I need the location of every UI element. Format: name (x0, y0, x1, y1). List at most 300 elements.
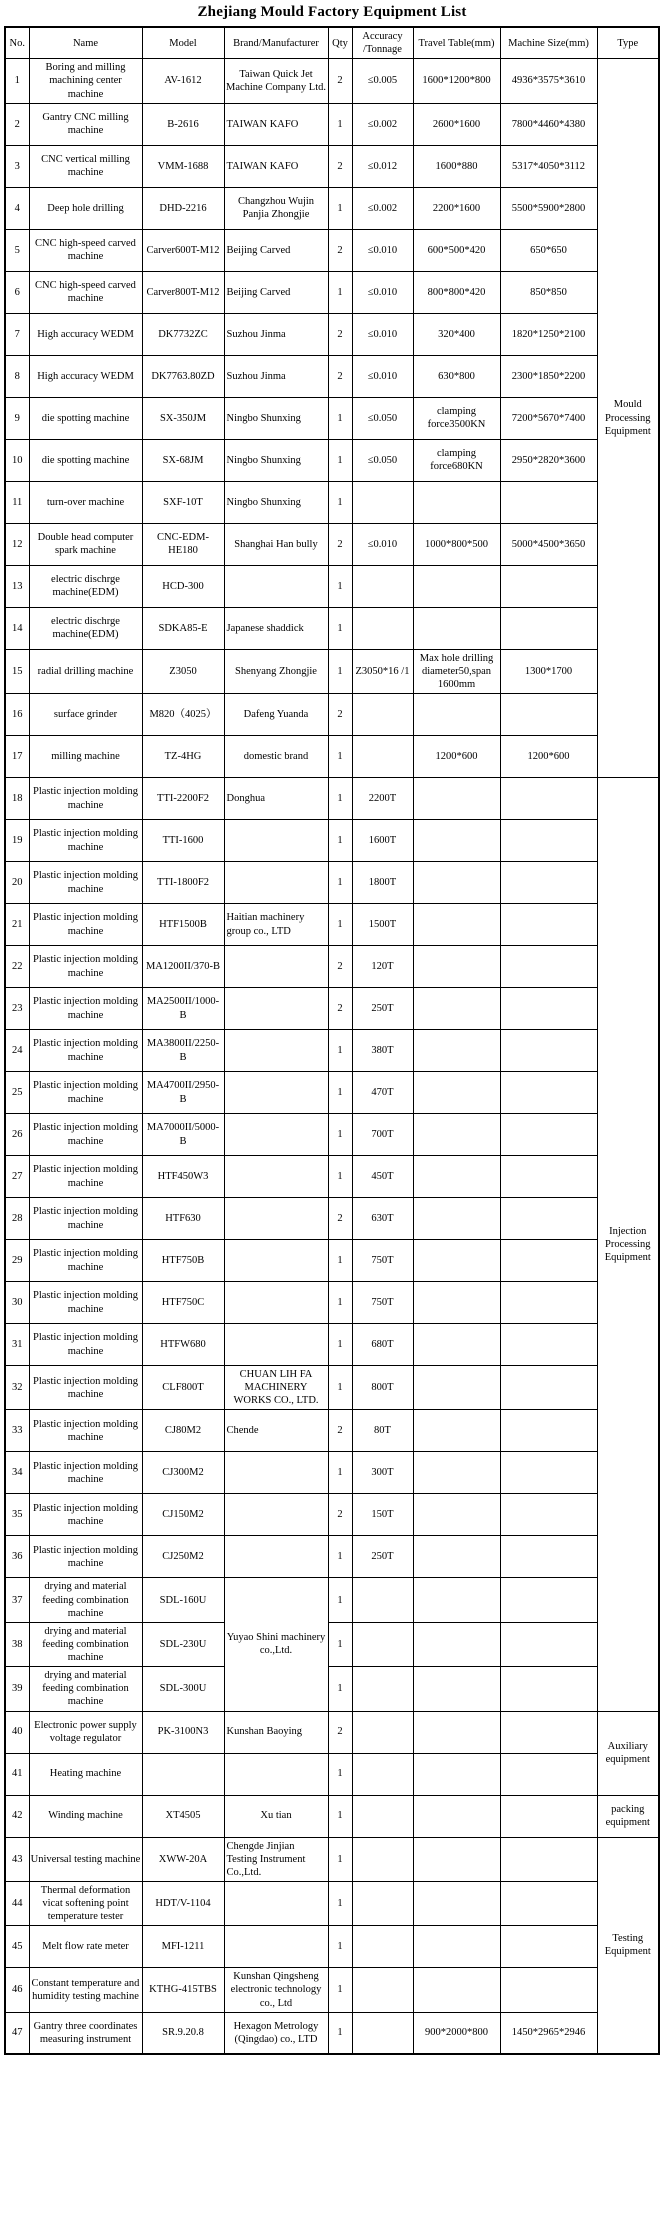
cell-accuracy (352, 1753, 413, 1795)
table-row (5, 565, 659, 607)
table-row (5, 988, 659, 1030)
cell-no: 26 (5, 1114, 29, 1156)
cell-name: Plastic injection molding machine (29, 988, 142, 1030)
cell-model: CJ150M2 (142, 1494, 224, 1536)
cell-model: XT4505 (142, 1795, 224, 1837)
cell-no: 20 (5, 862, 29, 904)
cell-brand (224, 1324, 328, 1366)
cell-size (500, 1324, 597, 1366)
cell-no: 47 (5, 2012, 29, 2054)
cell-model: Z3050 (142, 649, 224, 693)
cell-model: TTI-1800F2 (142, 862, 224, 904)
cell-travel (413, 1578, 500, 1622)
cell-model: TTI-1600 (142, 820, 224, 862)
cell-qty: 1 (328, 1837, 352, 1881)
cell-qty: 1 (328, 103, 352, 145)
cell-name: Plastic injection molding machine (29, 1072, 142, 1114)
cell-accuracy: 250T (352, 988, 413, 1030)
cell-model: HTF450W3 (142, 1156, 224, 1198)
cell-no: 41 (5, 1753, 29, 1795)
cell-model: CJ300M2 (142, 1452, 224, 1494)
cell-qty: 2 (328, 229, 352, 271)
table-row (5, 1536, 659, 1578)
cell-model: KTHG-415TBS (142, 1968, 224, 2012)
cell-brand: Ningbo Shunxing (224, 397, 328, 439)
cell-accuracy: ≤0.002 (352, 103, 413, 145)
cell-name: die spotting machine (29, 397, 142, 439)
cell-type: packing equipment (597, 1795, 659, 1837)
cell-size (500, 1837, 597, 1881)
cell-model: CNC-EDM-HE180 (142, 523, 224, 565)
cell-no: 23 (5, 988, 29, 1030)
cell-accuracy: 700T (352, 1114, 413, 1156)
table-row (5, 397, 659, 439)
cell-size: 1200*600 (500, 736, 597, 778)
cell-no: 16 (5, 694, 29, 736)
table-row (5, 439, 659, 481)
cell-travel (413, 1622, 500, 1666)
cell-travel (413, 1667, 500, 1711)
cell-qty: 1 (328, 187, 352, 229)
cell-no: 22 (5, 946, 29, 988)
cell-qty: 1 (328, 1452, 352, 1494)
cell-travel: 800*800*420 (413, 271, 500, 313)
table-row (5, 1926, 659, 1968)
cell-brand: Ningbo Shunxing (224, 439, 328, 481)
cell-accuracy: ≤0.010 (352, 271, 413, 313)
cell-model: SDKA85-E (142, 607, 224, 649)
cell-name: CNC high-speed carved machine (29, 229, 142, 271)
cell-no: 15 (5, 649, 29, 693)
cell-size (500, 1156, 597, 1198)
table-row (5, 1366, 659, 1410)
cell-travel: 900*2000*800 (413, 2012, 500, 2054)
cell-accuracy (352, 481, 413, 523)
cell-size: 7800*4460*4380 (500, 103, 597, 145)
cell-model: MA1200II/370-B (142, 946, 224, 988)
cell-no: 31 (5, 1324, 29, 1366)
cell-brand: Ningbo Shunxing (224, 481, 328, 523)
cell-travel: 1600*1200*800 (413, 59, 500, 103)
cell-no: 10 (5, 439, 29, 481)
cell-model: MA7000II/5000-B (142, 1114, 224, 1156)
table-row (5, 1282, 659, 1324)
cell-brand: Donghua (224, 778, 328, 820)
cell-no: 4 (5, 187, 29, 229)
cell-no: 43 (5, 1837, 29, 1881)
cell-brand (224, 1030, 328, 1072)
column-header: Model (142, 27, 224, 59)
table-row (5, 1711, 659, 1753)
cell-name: Heating machine (29, 1753, 142, 1795)
cell-model: MA3800II/2250-B (142, 1030, 224, 1072)
cell-accuracy (352, 1837, 413, 1881)
cell-size (500, 1795, 597, 1837)
cell-brand: domestic brand (224, 736, 328, 778)
cell-accuracy: 470T (352, 1072, 413, 1114)
cell-no: 12 (5, 523, 29, 565)
cell-name: Double head computer spark machine (29, 523, 142, 565)
cell-travel (413, 1156, 500, 1198)
cell-name: Plastic injection molding machine (29, 1494, 142, 1536)
cell-qty: 1 (328, 1926, 352, 1968)
cell-travel (413, 607, 500, 649)
cell-brand: Changzhou Wujin Panjia Zhongjie (224, 187, 328, 229)
cell-no: 13 (5, 565, 29, 607)
cell-model: TZ-4HG (142, 736, 224, 778)
cell-travel: 1000*800*500 (413, 523, 500, 565)
cell-qty: 1 (328, 1324, 352, 1366)
cell-travel: clamping force680KN (413, 439, 500, 481)
table-row (5, 1667, 659, 1711)
cell-accuracy (352, 1968, 413, 2012)
cell-travel (413, 1711, 500, 1753)
cell-qty: 1 (328, 1578, 352, 1622)
cell-qty: 1 (328, 1156, 352, 1198)
cell-accuracy: ≤0.050 (352, 397, 413, 439)
cell-brand: Haitian machinery group co., LTD (224, 904, 328, 946)
cell-name: Plastic injection molding machine (29, 1324, 142, 1366)
cell-model: SX-68JM (142, 439, 224, 481)
cell-brand: Hexagon Metrology (Qingdao) co., LTD (224, 2012, 328, 2054)
cell-travel (413, 1410, 500, 1452)
cell-no: 44 (5, 1881, 29, 1925)
cell-travel (413, 820, 500, 862)
cell-qty: 1 (328, 862, 352, 904)
cell-brand (224, 1240, 328, 1282)
cell-qty: 1 (328, 2012, 352, 2054)
cell-qty: 2 (328, 1198, 352, 1240)
cell-travel: 1600*880 (413, 145, 500, 187)
cell-qty: 2 (328, 988, 352, 1030)
cell-model: HTF750B (142, 1240, 224, 1282)
cell-name: Boring and milling machining center machine (29, 59, 142, 103)
cell-name: Plastic injection molding machine (29, 1030, 142, 1072)
cell-size: 1450*2965*2946 (500, 2012, 597, 2054)
cell-travel (413, 1198, 500, 1240)
table-row (5, 1324, 659, 1366)
cell-size: 4936*3575*3610 (500, 59, 597, 103)
table-row (5, 187, 659, 229)
cell-travel (413, 1240, 500, 1282)
cell-name: Plastic injection molding machine (29, 1452, 142, 1494)
column-header: Qty (328, 27, 352, 59)
cell-accuracy: 800T (352, 1366, 413, 1410)
cell-model: DK7763.80ZD (142, 355, 224, 397)
cell-model: CJ80M2 (142, 1410, 224, 1452)
cell-name: radial drilling machine (29, 649, 142, 693)
cell-accuracy: ≤0.010 (352, 313, 413, 355)
cell-travel (413, 1114, 500, 1156)
cell-size (500, 1030, 597, 1072)
cell-accuracy: 80T (352, 1410, 413, 1452)
cell-brand (224, 820, 328, 862)
cell-no: 1 (5, 59, 29, 103)
cell-size (500, 1282, 597, 1324)
cell-travel (413, 862, 500, 904)
cell-name: Plastic injection molding machine (29, 1198, 142, 1240)
cell-brand (224, 565, 328, 607)
cell-name: electric dischrge machine(EDM) (29, 565, 142, 607)
cell-size (500, 1366, 597, 1410)
cell-accuracy (352, 1622, 413, 1666)
cell-model: HTF750C (142, 1282, 224, 1324)
cell-no: 6 (5, 271, 29, 313)
cell-size (500, 607, 597, 649)
cell-name: Plastic injection molding machine (29, 946, 142, 988)
cell-travel: 1200*600 (413, 736, 500, 778)
cell-size (500, 946, 597, 988)
cell-accuracy: ≤0.010 (352, 523, 413, 565)
cell-brand: Taiwan Quick Jet Machine Company Ltd. (224, 59, 328, 103)
cell-size (500, 820, 597, 862)
cell-qty: 1 (328, 1536, 352, 1578)
table-row (5, 820, 659, 862)
cell-accuracy: 630T (352, 1198, 413, 1240)
cell-name: Gantry CNC milling machine (29, 103, 142, 145)
cell-accuracy: 1500T (352, 904, 413, 946)
table-row (5, 1622, 659, 1666)
cell-no: 21 (5, 904, 29, 946)
cell-brand: Xu tian (224, 1795, 328, 1837)
cell-travel (413, 1366, 500, 1410)
cell-no: 8 (5, 355, 29, 397)
cell-accuracy: 680T (352, 1324, 413, 1366)
cell-qty: 1 (328, 1240, 352, 1282)
cell-no: 40 (5, 1711, 29, 1753)
cell-travel (413, 1837, 500, 1881)
table-row (5, 1410, 659, 1452)
cell-accuracy: ≤0.005 (352, 59, 413, 103)
cell-no: 42 (5, 1795, 29, 1837)
page-title: Zhejiang Mould Factory Equipment List (197, 4, 467, 20)
cell-brand (224, 1926, 328, 1968)
column-header: Machine Size(mm) (500, 27, 597, 59)
column-header: No. (5, 27, 29, 59)
cell-accuracy: ≤0.010 (352, 355, 413, 397)
cell-brand: Beijing Carved (224, 229, 328, 271)
cell-qty: 1 (328, 1366, 352, 1410)
cell-model: SDL-160U (142, 1578, 224, 1622)
cell-model: MA4700II/2950-B (142, 1072, 224, 1114)
cell-name: drying and material feeding combination machine (29, 1578, 142, 1622)
cell-accuracy (352, 736, 413, 778)
cell-travel: 2600*1600 (413, 103, 500, 145)
cell-name: milling machine (29, 736, 142, 778)
equipment-table-body (5, 59, 659, 2054)
cell-no: 11 (5, 481, 29, 523)
cell-name: Winding machine (29, 1795, 142, 1837)
cell-accuracy: ≤0.002 (352, 187, 413, 229)
cell-size: 5500*5900*2800 (500, 187, 597, 229)
cell-model: CLF800T (142, 1366, 224, 1410)
cell-brand (224, 1494, 328, 1536)
cell-size (500, 988, 597, 1030)
cell-accuracy (352, 1926, 413, 1968)
table-row (5, 1156, 659, 1198)
cell-model: TTI-2200F2 (142, 778, 224, 820)
table-row (5, 649, 659, 693)
cell-qty: 1 (328, 778, 352, 820)
cell-model: HCD-300 (142, 565, 224, 607)
cell-model: PK-3100N3 (142, 1711, 224, 1753)
cell-model: Carver800T-M12 (142, 271, 224, 313)
cell-qty: 1 (328, 1622, 352, 1666)
cell-accuracy: Z3050*16 /1 (352, 649, 413, 693)
table-row (5, 59, 659, 103)
table-row (5, 1578, 659, 1622)
cell-brand (224, 946, 328, 988)
cell-qty: 2 (328, 1711, 352, 1753)
cell-model: MFI-1211 (142, 1926, 224, 1968)
cell-brand: Yuyao Shini machinery co.,Ltd. (224, 1578, 328, 1711)
cell-no: 17 (5, 736, 29, 778)
cell-size (500, 1881, 597, 1925)
cell-accuracy: ≤0.012 (352, 145, 413, 187)
cell-qty: 1 (328, 649, 352, 693)
cell-type: Auxiliary equipment (597, 1711, 659, 1795)
cell-travel (413, 694, 500, 736)
cell-name: Plastic injection molding machine (29, 904, 142, 946)
cell-type: Mould Processing Equipment (597, 59, 659, 778)
cell-brand: Beijing Carved (224, 271, 328, 313)
cell-size: 650*650 (500, 229, 597, 271)
cell-no: 7 (5, 313, 29, 355)
cell-brand: TAIWAN KAFO (224, 145, 328, 187)
cell-brand (224, 1072, 328, 1114)
cell-size (500, 694, 597, 736)
cell-name: CNC high-speed carved machine (29, 271, 142, 313)
cell-size (500, 778, 597, 820)
cell-qty: 1 (328, 1072, 352, 1114)
cell-brand: Kunshan Baoying (224, 1711, 328, 1753)
cell-travel: 600*500*420 (413, 229, 500, 271)
cell-no: 36 (5, 1536, 29, 1578)
cell-size (500, 1711, 597, 1753)
cell-model: MA2500II/1000-B (142, 988, 224, 1030)
cell-travel (413, 1452, 500, 1494)
cell-model: B-2616 (142, 103, 224, 145)
table-row (5, 1072, 659, 1114)
cell-qty: 2 (328, 59, 352, 103)
cell-name: Plastic injection molding machine (29, 778, 142, 820)
column-header: Travel Table(mm) (413, 27, 500, 59)
cell-size: 7200*5670*7400 (500, 397, 597, 439)
cell-size (500, 565, 597, 607)
cell-accuracy (352, 1795, 413, 1837)
cell-qty: 1 (328, 820, 352, 862)
cell-brand: Shanghai Han bully (224, 523, 328, 565)
cell-qty: 1 (328, 271, 352, 313)
cell-model: M820（4025） (142, 694, 224, 736)
cell-qty: 1 (328, 1753, 352, 1795)
cell-size (500, 1536, 597, 1578)
cell-qty: 1 (328, 1114, 352, 1156)
cell-size (500, 1578, 597, 1622)
cell-no: 5 (5, 229, 29, 271)
cell-model: VMM-1688 (142, 145, 224, 187)
cell-name: Electronic power supply voltage regulator (29, 1711, 142, 1753)
cell-qty: 2 (328, 694, 352, 736)
cell-model: CJ250M2 (142, 1536, 224, 1578)
table-row (5, 607, 659, 649)
cell-model: Carver600T-M12 (142, 229, 224, 271)
cell-qty: 2 (328, 313, 352, 355)
cell-no: 37 (5, 1578, 29, 1622)
cell-travel (413, 1968, 500, 2012)
cell-no: 30 (5, 1282, 29, 1324)
cell-size: 2950*2820*3600 (500, 439, 597, 481)
cell-travel (413, 1926, 500, 1968)
cell-travel: clamping force3500KN (413, 397, 500, 439)
cell-no: 32 (5, 1366, 29, 1410)
cell-no: 46 (5, 1968, 29, 2012)
cell-qty: 1 (328, 1667, 352, 1711)
table-row (5, 2012, 659, 2054)
cell-type: Injection Processing Equipment (597, 778, 659, 1712)
table-row (5, 694, 659, 736)
cell-size (500, 1622, 597, 1666)
cell-qty: 1 (328, 1968, 352, 2012)
cell-name: Plastic injection molding machine (29, 1282, 142, 1324)
cell-accuracy (352, 2012, 413, 2054)
cell-name: Plastic injection molding machine (29, 1240, 142, 1282)
cell-accuracy: 750T (352, 1282, 413, 1324)
cell-size: 5317*4050*3112 (500, 145, 597, 187)
cell-brand: Shenyang Zhongjie (224, 649, 328, 693)
cell-accuracy (352, 1881, 413, 1925)
cell-brand: CHUAN LIH FA MACHINERY WORKS CO., LTD. (224, 1366, 328, 1410)
cell-model: HTF630 (142, 1198, 224, 1240)
cell-brand: Kunshan Qingsheng electronic technology co., Ltd (224, 1968, 328, 2012)
cell-name: surface grinder (29, 694, 142, 736)
table-row (5, 271, 659, 313)
cell-qty: 2 (328, 946, 352, 988)
cell-travel (413, 1881, 500, 1925)
table-row (5, 1114, 659, 1156)
cell-qty: 2 (328, 1494, 352, 1536)
cell-brand (224, 1114, 328, 1156)
cell-accuracy: 2200T (352, 778, 413, 820)
cell-name: Plastic injection molding machine (29, 862, 142, 904)
cell-no: 27 (5, 1156, 29, 1198)
cell-no: 3 (5, 145, 29, 187)
cell-no: 28 (5, 1198, 29, 1240)
cell-accuracy (352, 1578, 413, 1622)
cell-name: Constant temperature and humidity testing machine (29, 1968, 142, 2012)
cell-travel (413, 1795, 500, 1837)
cell-qty: 1 (328, 607, 352, 649)
cell-name: Plastic injection molding machine (29, 1114, 142, 1156)
cell-travel (413, 988, 500, 1030)
cell-travel: 320*400 (413, 313, 500, 355)
cell-qty: 1 (328, 904, 352, 946)
cell-size (500, 1114, 597, 1156)
cell-accuracy: 380T (352, 1030, 413, 1072)
cell-size (500, 862, 597, 904)
cell-qty: 1 (328, 397, 352, 439)
cell-no: 33 (5, 1410, 29, 1452)
table-row (5, 778, 659, 820)
cell-brand: TAIWAN KAFO (224, 103, 328, 145)
table-row (5, 1753, 659, 1795)
cell-brand (224, 1198, 328, 1240)
cell-size (500, 1968, 597, 2012)
cell-size: 2300*1850*2200 (500, 355, 597, 397)
cell-accuracy (352, 607, 413, 649)
cell-name: turn-over machine (29, 481, 142, 523)
cell-qty: 2 (328, 523, 352, 565)
